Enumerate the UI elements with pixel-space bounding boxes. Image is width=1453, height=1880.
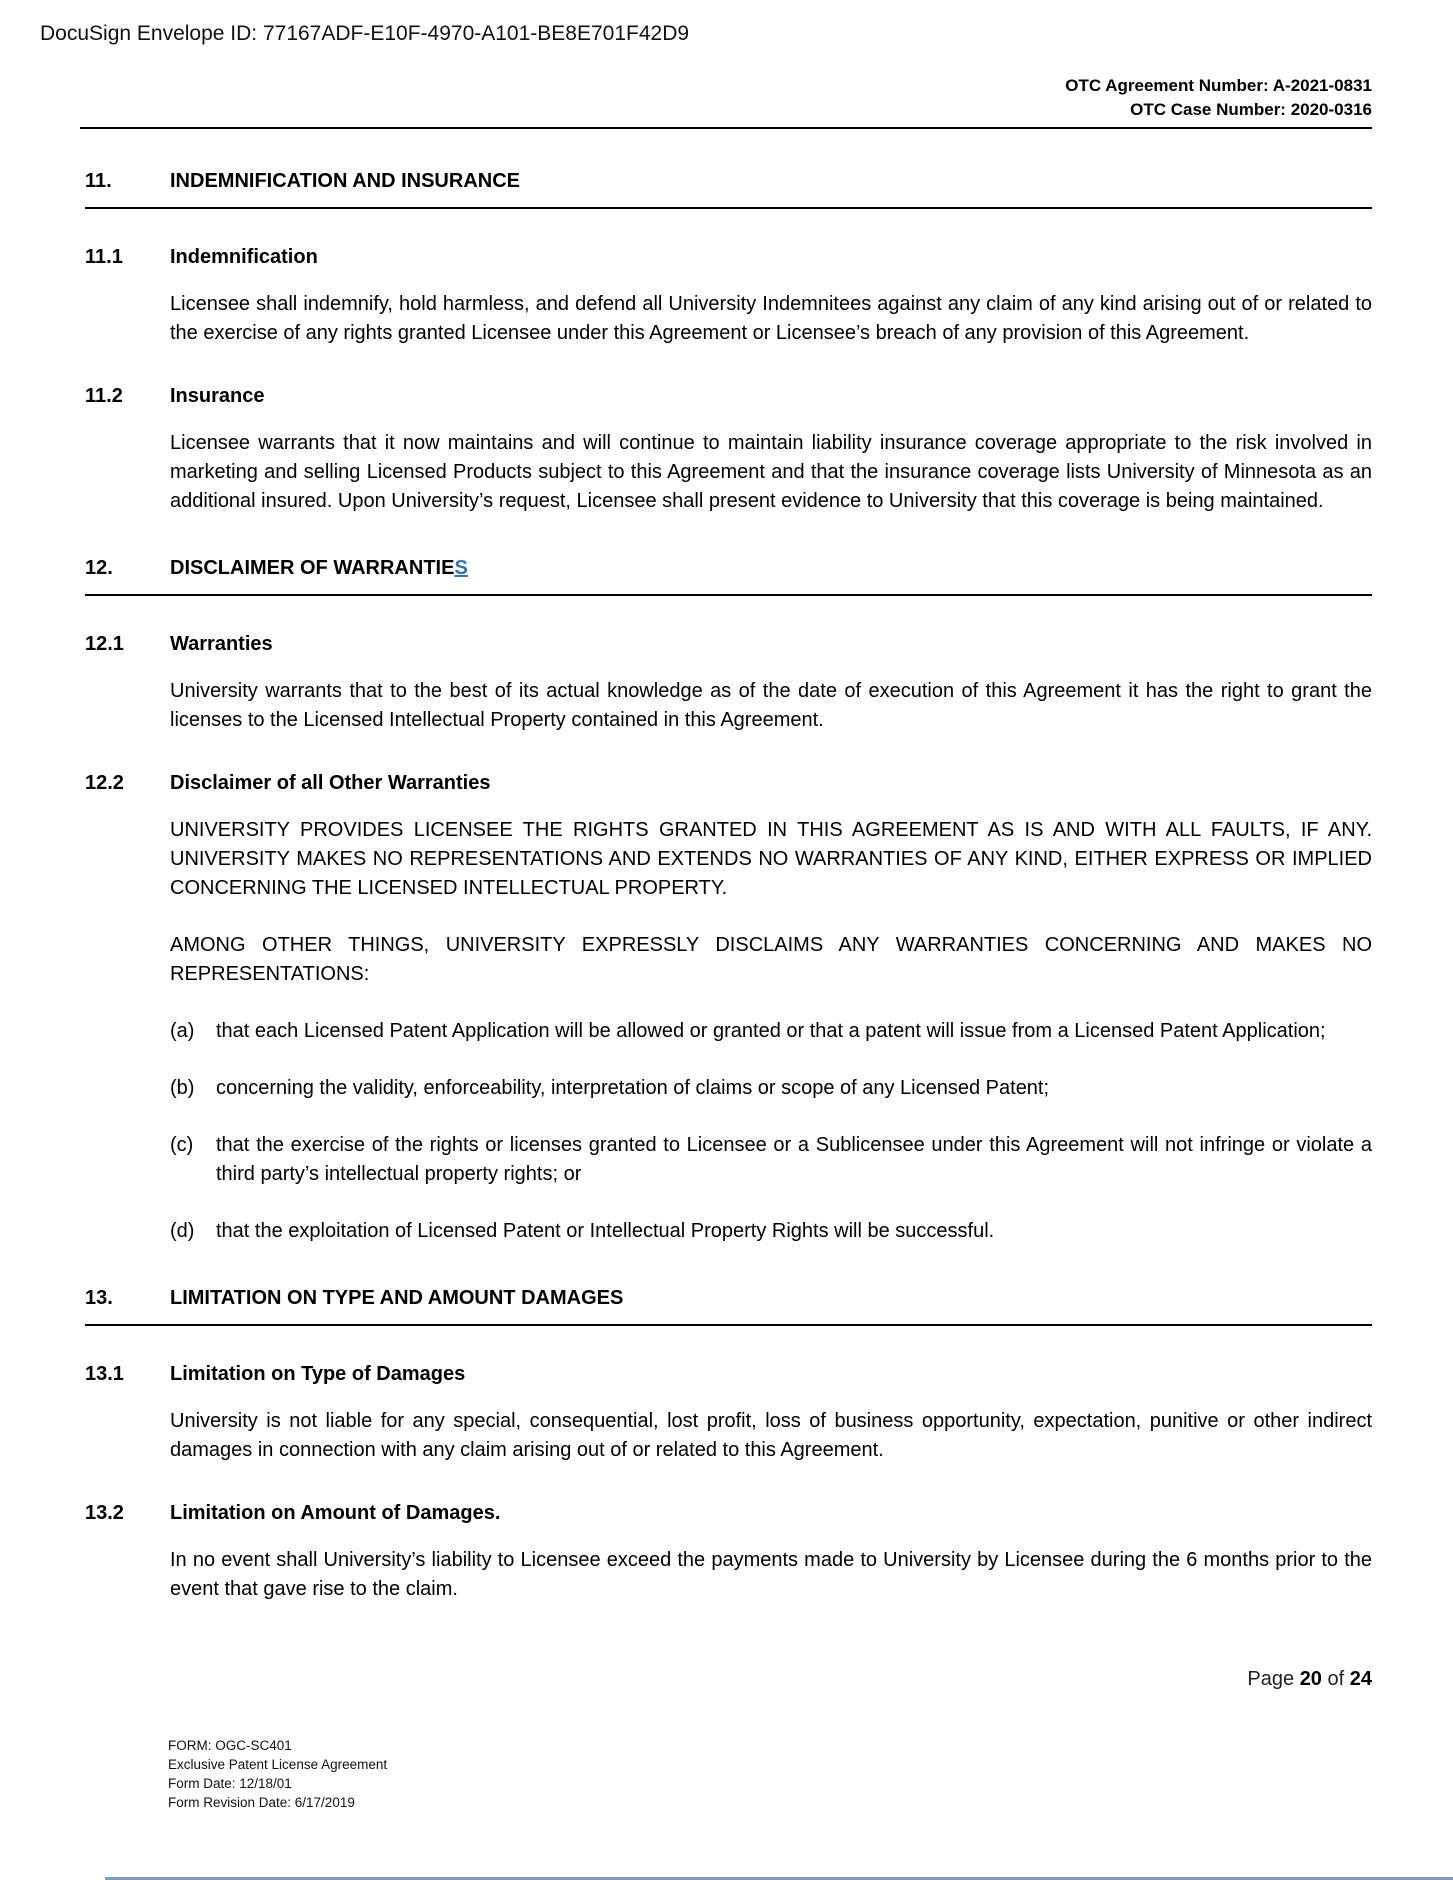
section-13-2-paragraph: In no event shall University’s liability to Licensee exceed the payments made to University by Licensee during the 6 months prior to the event that gave rise to the claim. (170, 1549, 1372, 1600)
form-info-block (168, 1736, 387, 1812)
of-word: of (1327, 1668, 1345, 1690)
section-12-heading (85, 554, 1372, 596)
list-text: that the exploitation of Licensed Patent or Intellectual Property Rights will be successful. (216, 1220, 995, 1242)
section-12-2-paragraph-1: UNIVERSITY PROVIDES LICENSEE THE RIGHTS GRANTED IN THIS AGREEMENT AS IS AND WITH ALL FAULTS, IF ANY. UNIVERSITY MAKES NO REPRESENTATIONS AND EXTENDS NO WARRANTIES OF ANY KIND, EITHER EXPRESS OR IMPLIED CONCERNING THE LICENSED INTELLECTUAL PROPERTY. (170, 819, 1372, 899)
section-number: 11. (85, 170, 112, 192)
section-13-2-heading (85, 1499, 1372, 1528)
page-current: 20 (1299, 1668, 1322, 1690)
otc-header (0, 74, 1372, 122)
section-13-1-heading (85, 1360, 1372, 1389)
list-marker: (b) (170, 1077, 195, 1099)
header-divider (80, 127, 1372, 129)
list-text: concerning the validity, enforceability, interpretation of claims or scope of any Licensed Patent; (216, 1077, 1050, 1099)
list-item-c (170, 1131, 1372, 1189)
list-item-d (170, 1217, 1372, 1246)
section-11-2-heading (85, 382, 1372, 411)
section-number: 11.1 (85, 246, 123, 268)
section-title: INDEMNIFICATION AND INSURANCE (170, 170, 520, 192)
section-title: Warranties (170, 633, 273, 655)
list-marker: (c) (170, 1134, 194, 1156)
section-number: 13.1 (85, 1363, 124, 1385)
section-title: LIMITATION ON TYPE AND AMOUNT DAMAGES (170, 1287, 624, 1309)
document-body (85, 167, 1372, 1604)
section-12-2-heading (85, 769, 1372, 798)
section-title: Insurance (170, 385, 265, 407)
section-title: Limitation on Type of Damages (170, 1363, 466, 1385)
section-12-2-paragraph-2: AMONG OTHER THINGS, UNIVERSITY EXPRESSLY DISCLAIMS ANY WARRANTIES CONCERNING AND MAKES NO REPRESENTATIONS: (170, 934, 1372, 985)
list-item-a (170, 1017, 1372, 1046)
section-13-heading (85, 1284, 1372, 1326)
section-12-1-heading (85, 630, 1372, 659)
list-text: that each Licensed Patent Application will be allowed or granted or that a patent will issue from a Licensed Patent Application; (216, 1020, 1326, 1042)
list-item-b (170, 1074, 1372, 1103)
page-total: 24 (1349, 1668, 1372, 1690)
list-marker: (a) (170, 1020, 195, 1042)
otc-agreement-number: OTC Agreement Number: A-2021-0831 (1065, 76, 1372, 95)
section-number: 12. (85, 557, 113, 579)
section-title: Limitation on Amount of Damages. (170, 1502, 501, 1524)
form-id-line: FORM: OGC-SC401 (168, 1738, 292, 1753)
section-title-tracked-insertion: S (454, 557, 468, 579)
section-number: 13.2 (85, 1502, 124, 1524)
docusign-envelope-id: DocuSign Envelope ID: 77167ADF-E10F-4970-A101-BE8E701F42D9 (40, 22, 690, 45)
section-title-main: DISCLAIMER OF WARRANTIE (170, 557, 455, 579)
section-11-2-paragraph: Licensee warrants that it now maintains and will continue to maintain liability insurance coverage appropriate to the risk involved in marketing and selling Licensed Products subject to this Agreement and that the insurance coverage lists University of Minnesota as an additional insured. Upon University’s request, Licensee shall present evidence to University that this coverage is being maintained. (170, 432, 1372, 512)
section-12-1-paragraph: University warrants that to the best of its actual knowledge as of the date of execution of this Agreement it has the right to grant the licenses to the Licensed Intellectual Property contained in this Agreement. (170, 680, 1372, 731)
form-title-line: Exclusive Patent License Agreement (168, 1757, 388, 1772)
form-revision-line: Form Revision Date: 6/17/2019 (168, 1795, 355, 1810)
section-11-1-heading (85, 243, 1372, 272)
form-date-line: Form Date: 12/18/01 (168, 1776, 292, 1791)
section-number: 11.2 (85, 385, 123, 407)
list-marker: (d) (170, 1220, 195, 1242)
list-text: that the exercise of the rights or licenses granted to Licensee or a Sublicensee under this Agreement will not infringe or violate a third party’s intellectual property rights; or (216, 1134, 1372, 1185)
section-title: Indemnification (170, 246, 318, 268)
page-number (1247, 1668, 1372, 1691)
section-title: Disclaimer of all Other Warranties (170, 772, 491, 794)
section-11-heading (85, 167, 1372, 209)
section-title (170, 554, 468, 583)
section-number: 13. (85, 1287, 113, 1309)
section-number: 12.1 (85, 633, 124, 655)
section-13-1-paragraph: University is not liable for any special, consequential, lost profit, loss of business opportunity, expectation, punitive or other indirect damages in connection with any claim arising out of or related to this Agreement. (170, 1410, 1372, 1461)
page-word: Page (1247, 1668, 1295, 1690)
section-number: 12.2 (85, 772, 124, 794)
section-11-1-paragraph: Licensee shall indemnify, hold harmless, and defend all University Indemnitees against any claim of any kind arising out of or related to the exercise of any rights granted Licensee under this Agreement or Licensee’s breach of any provision of this Agreement. (170, 293, 1372, 344)
otc-case-number: OTC Case Number: 2020-0316 (1130, 100, 1372, 119)
